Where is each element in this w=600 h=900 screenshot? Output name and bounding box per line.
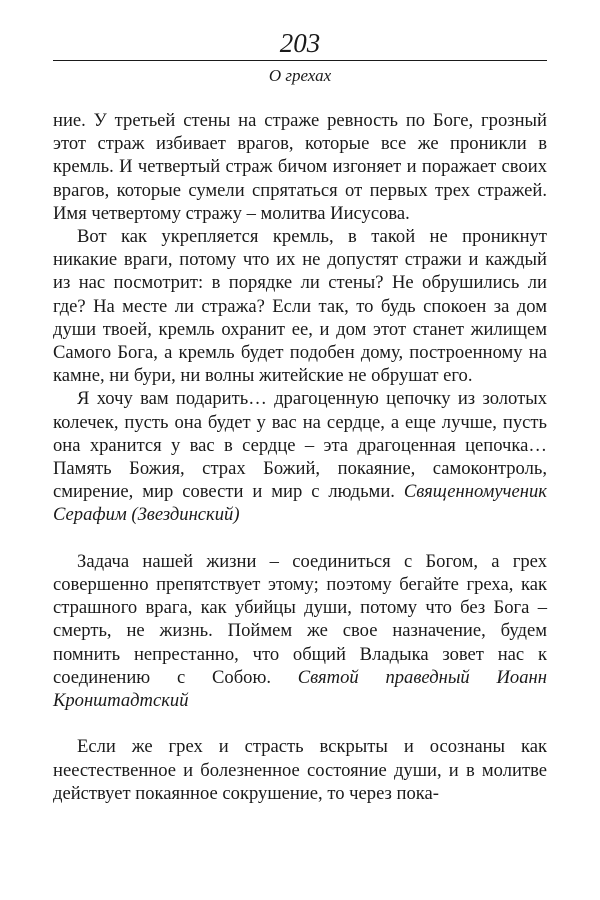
quote-paragraph xyxy=(53,550,547,712)
author-attribution: Священномученик Серафим (Звездинский) xyxy=(53,481,547,526)
book-page xyxy=(53,0,547,900)
header-rule xyxy=(53,60,547,61)
running-title: О грехах xyxy=(268,66,332,85)
paragraph-text: Вот как укрепляется кремль, в такой не проникнут никакие враги, потому что их не допустят стражи и каждый из нас посмотрит: в порядке ли стены? Не обрушились ли где? На месте ли стража? Если так, то будь спокоен за дом души твоей, кремль охранит ее, и дом этот станет жилищем Самого Бога, а кремль будет подобен дому, построенному на камне, ни бури, ни волны житейские не обрушат его. xyxy=(53,226,547,387)
paragraph-text: Если же грех и страсть вскрыты и осознаны как неестественное и болезненное состояние души, и в молитве действует покаянное сокрушение, то через пока- xyxy=(53,736,547,804)
quote-paragraph xyxy=(53,735,547,805)
paragraph-text: Я хочу вам подарить… драгоценную цепочку из золотых колечек, пусть она будет у вас на сердце, а еще лучше, пусть она хранится у вас в сердце – эта драгоценная цепочка… Память Божия, страх Божий, покаяние, самоконтроль, смирение, мир совести и мир с людьми. xyxy=(53,388,547,503)
paragraph xyxy=(53,225,547,387)
paragraph-text: ние. У третьей стены на страже ревность по Боге, грозный этот страж избивает врагов, которые все же проникли в кремль. И четвертый страж бичом изгоняет и поражает своих врагов, которые сумели спрятаться от первых трех стражей. Имя четвертому стражу – молитва Иисусова. xyxy=(53,110,547,224)
author-attribution: Святой праведный Иоанн Кронштадтский xyxy=(53,666,547,712)
paragraph-continued xyxy=(53,109,547,225)
paragraph-text: Задача нашей жизни – соединиться с Богом, а грех совершенно препятствует этому; поэтому бегайте греха, как страшного врага, как убийцы души, потому что без Бога – смерть, не жизнь. Поймем же свое назначение, будем помнить непрестанно, что общий Владыка зовет нас к соединению с Собою. xyxy=(53,550,547,688)
page-number: 203 xyxy=(279,28,321,58)
paragraph-with-attribution xyxy=(53,387,547,526)
body-text xyxy=(53,109,547,805)
